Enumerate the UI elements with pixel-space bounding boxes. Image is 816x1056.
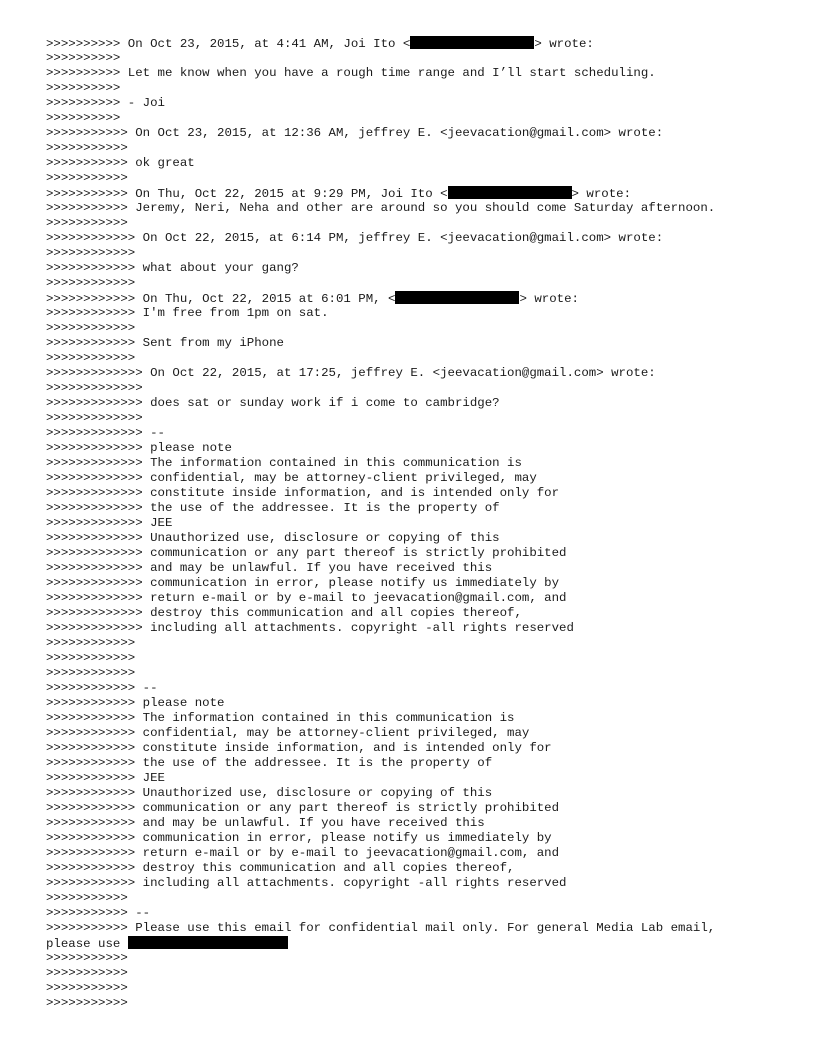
email-line-text: >>>>>>>>>>>	[46, 891, 128, 905]
email-line-text: >>>>>>>>>>> On Oct 23, 2015, at 12:36 AM, jeffrey E. <jeevacation@gmail.com> wrote:	[46, 126, 664, 140]
email-line	[46, 756, 796, 771]
email-line-text: >>>>>>>>>>>> JEE	[46, 771, 165, 785]
email-line-text: >>>>>>>>>>>>	[46, 636, 136, 650]
email-line	[46, 546, 796, 561]
email-line-text: >>>>>>>>>>>> what about your gang?	[46, 261, 299, 275]
email-line-text: >>>>>>>>>>>>> communication or any part thereof is strictly prohibited	[46, 546, 567, 560]
email-line	[46, 321, 796, 336]
redaction-block	[410, 36, 534, 49]
email-thread-body	[46, 36, 796, 1011]
email-line	[46, 846, 796, 861]
email-line-text: >>>>>>>>>>>>> On Oct 22, 2015, at 17:25, jeffrey E. <jeevacation@gmail.com> wrote:	[46, 366, 656, 380]
email-line	[46, 126, 796, 141]
email-line	[46, 261, 796, 276]
email-line	[46, 876, 796, 891]
email-line	[46, 801, 796, 816]
email-line-text: >>>>>>>>>>>>>	[46, 411, 143, 425]
email-line-text: >>>>>>>>>>>>> please note	[46, 441, 232, 455]
email-line-text: >>>>>>>>>>> On Thu, Oct 22, 2015 at 9:29 PM, Joi Ito <	[46, 187, 448, 201]
email-line-text: >>>>>>>>>> Let me know when you have a rough time range and I’ll start scheduling.	[46, 66, 656, 80]
email-line	[46, 66, 796, 81]
email-line-text: >>>>>>>>>>>>	[46, 666, 136, 680]
email-line-text: >>>>>>>>>>>>	[46, 351, 136, 365]
email-line-text: >>>>>>>>>>>>> including all attachments. copyright -all rights reserved	[46, 621, 574, 635]
email-line-text: please use	[46, 937, 128, 951]
email-line	[46, 201, 796, 216]
email-line-text: >>>>>>>>>>>	[46, 951, 128, 965]
email-line-text: >>>>>>>>>>>>> return e-mail or by e-mail to jeevacation@gmail.com, and	[46, 591, 567, 605]
email-line-text: >>>>>>>>>>>> The information contained in this communication is	[46, 711, 515, 725]
email-line	[46, 981, 796, 996]
email-line	[46, 486, 796, 501]
email-line-text: >>>>>>>>>>>>> constitute inside information, and is intended only for	[46, 486, 560, 500]
email-line	[46, 111, 796, 126]
email-line-text: >>>>>>>>>>> Please use this email for confidential mail only. For general Media Lab email,	[46, 921, 716, 935]
email-line	[46, 411, 796, 426]
email-line	[46, 51, 796, 66]
email-line	[46, 396, 796, 411]
email-line-text: >>>>>>>>>>>> confidential, may be attorney-client privileged, may	[46, 726, 530, 740]
email-line	[46, 351, 796, 366]
email-line	[46, 966, 796, 981]
email-line-text: >>>>>>>>>>>	[46, 966, 128, 980]
email-line-text: >>>>>>>>>>>>> JEE	[46, 516, 173, 530]
email-line	[46, 366, 796, 381]
email-line	[46, 516, 796, 531]
email-line-text: >>>>>>>>>>>>	[46, 276, 136, 290]
email-line-suffix: > wrote:	[519, 292, 579, 306]
email-line-text: >>>>>>>>>>>	[46, 981, 128, 995]
email-line-text: >>>>>>>>>>>>	[46, 651, 136, 665]
email-line	[46, 231, 796, 246]
email-line	[46, 276, 796, 291]
email-line-text: >>>>>>>>>>>	[46, 216, 128, 230]
email-line-text: >>>>>>>>>>>> including all attachments. copyright -all rights reserved	[46, 876, 567, 890]
email-line-text: >>>>>>>>>>>> and may be unlawful. If you have received this	[46, 816, 485, 830]
email-line-text: >>>>>>>>>>>> communication in error, please notify us immediately by	[46, 831, 552, 845]
email-line	[46, 861, 796, 876]
email-line-text: >>>>>>>>>>>>> Unauthorized use, disclosure or copying of this	[46, 531, 500, 545]
email-line	[46, 246, 796, 261]
email-line	[46, 381, 796, 396]
email-line	[46, 336, 796, 351]
email-line	[46, 426, 796, 441]
email-line	[46, 291, 796, 306]
email-line	[46, 531, 796, 546]
email-line-text: >>>>>>>>>>>> On Thu, Oct 22, 2015 at 6:01 PM, <	[46, 292, 396, 306]
email-line-text: >>>>>>>>>>>	[46, 171, 128, 185]
email-line	[46, 216, 796, 231]
email-line	[46, 186, 796, 201]
email-line-text: >>>>>>>>>>>> --	[46, 681, 158, 695]
email-line	[46, 891, 796, 906]
email-line-text: >>>>>>>>>>>>>	[46, 381, 143, 395]
email-line-text: >>>>>>>>>>>> constitute inside information, and is intended only for	[46, 741, 552, 755]
email-line-text: >>>>>>>>>>	[46, 81, 121, 95]
email-line-text: >>>>>>>>>>>>> does sat or sunday work if i come to cambridge?	[46, 396, 500, 410]
email-line-text: >>>>>>>>>>>> communication or any part thereof is strictly prohibited	[46, 801, 560, 815]
email-line	[46, 906, 796, 921]
email-line	[46, 711, 796, 726]
email-line-text: >>>>>>>>>>	[46, 51, 121, 65]
email-line-text: >>>>>>>>>>>> destroy this communication and all copies thereof,	[46, 861, 515, 875]
email-line-text: >>>>>>>>>>>>> the use of the addressee. It is the property of	[46, 501, 500, 515]
email-line	[46, 456, 796, 471]
email-line	[46, 306, 796, 321]
email-line	[46, 816, 796, 831]
email-thread-page	[46, 36, 796, 1011]
email-line	[46, 171, 796, 186]
email-line-text: >>>>>>>>>>>> please note	[46, 696, 225, 710]
redaction-block	[395, 291, 519, 304]
email-line-text: >>>>>>>>>>>>> --	[46, 426, 165, 440]
email-line	[46, 81, 796, 96]
email-line	[46, 666, 796, 681]
email-line-text: >>>>>>>>>>>> return e-mail or by e-mail to jeevacation@gmail.com, and	[46, 846, 560, 860]
email-line-suffix: > wrote:	[534, 37, 594, 51]
email-line	[46, 591, 796, 606]
email-line	[46, 441, 796, 456]
email-line	[46, 696, 796, 711]
email-line-text: >>>>>>>>>>>>> and may be unlawful. If you have received this	[46, 561, 493, 575]
email-line-text: >>>>>>>>>>>> I'm free from 1pm on sat.	[46, 306, 329, 320]
email-line-text: >>>>>>>>>>>>> destroy this communication and all copies thereof,	[46, 606, 522, 620]
email-line-suffix: > wrote:	[571, 187, 632, 201]
email-line	[46, 141, 796, 156]
email-line	[46, 156, 796, 171]
email-line	[46, 636, 796, 651]
email-line	[46, 726, 796, 741]
email-line-text: >>>>>>>>>>> --	[46, 906, 151, 920]
email-line-text: >>>>>>>>>>>> Unauthorized use, disclosure or copying of this	[46, 786, 493, 800]
email-line-text: >>>>>>>>>>	[46, 111, 121, 125]
email-line	[46, 936, 796, 951]
email-line-text: >>>>>>>>>>>>	[46, 321, 136, 335]
email-line-text: >>>>>>>>>>>>> The information contained in this communication is	[46, 456, 522, 470]
email-line	[46, 771, 796, 786]
email-line-text: >>>>>>>>>> - Joi	[46, 96, 165, 110]
email-line	[46, 96, 796, 111]
email-line-text: >>>>>>>>>>>>> confidential, may be attorney-client privileged, may	[46, 471, 537, 485]
email-line-text: >>>>>>>>>>> ok great	[46, 156, 195, 170]
email-line	[46, 621, 796, 636]
redaction-block	[128, 936, 288, 949]
email-line-text: >>>>>>>>>>> Jeremy, Neri, Neha and other are around so you should come Saturday afternoon.	[46, 201, 716, 215]
email-line	[46, 786, 796, 801]
email-line-text: >>>>>>>>>>>> On Oct 22, 2015, at 6:14 PM, jeffrey E. <jeevacation@gmail.com> wrote:	[46, 231, 664, 245]
email-line	[46, 606, 796, 621]
email-line	[46, 681, 796, 696]
email-line	[46, 996, 796, 1011]
email-line-text: >>>>>>>>>>>	[46, 996, 128, 1010]
redaction-block	[448, 186, 572, 199]
email-line	[46, 831, 796, 846]
email-line-text: >>>>>>>>>>>>	[46, 246, 136, 260]
email-line	[46, 951, 796, 966]
email-line	[46, 471, 796, 486]
email-line	[46, 501, 796, 516]
email-line	[46, 576, 796, 591]
email-line	[46, 651, 796, 666]
email-line	[46, 921, 796, 936]
email-line-text: >>>>>>>>>>>> Sent from my iPhone	[46, 336, 284, 350]
email-line	[46, 741, 796, 756]
email-line-text: >>>>>>>>>>>	[46, 141, 128, 155]
email-line	[46, 561, 796, 576]
email-line-text: >>>>>>>>>>>>> communication in error, please notify us immediately by	[46, 576, 560, 590]
email-line-text: >>>>>>>>>>>> the use of the addressee. It is the property of	[46, 756, 493, 770]
email-line	[46, 36, 796, 51]
email-line-text: >>>>>>>>>> On Oct 23, 2015, at 4:41 AM, Joi Ito <	[46, 37, 411, 51]
